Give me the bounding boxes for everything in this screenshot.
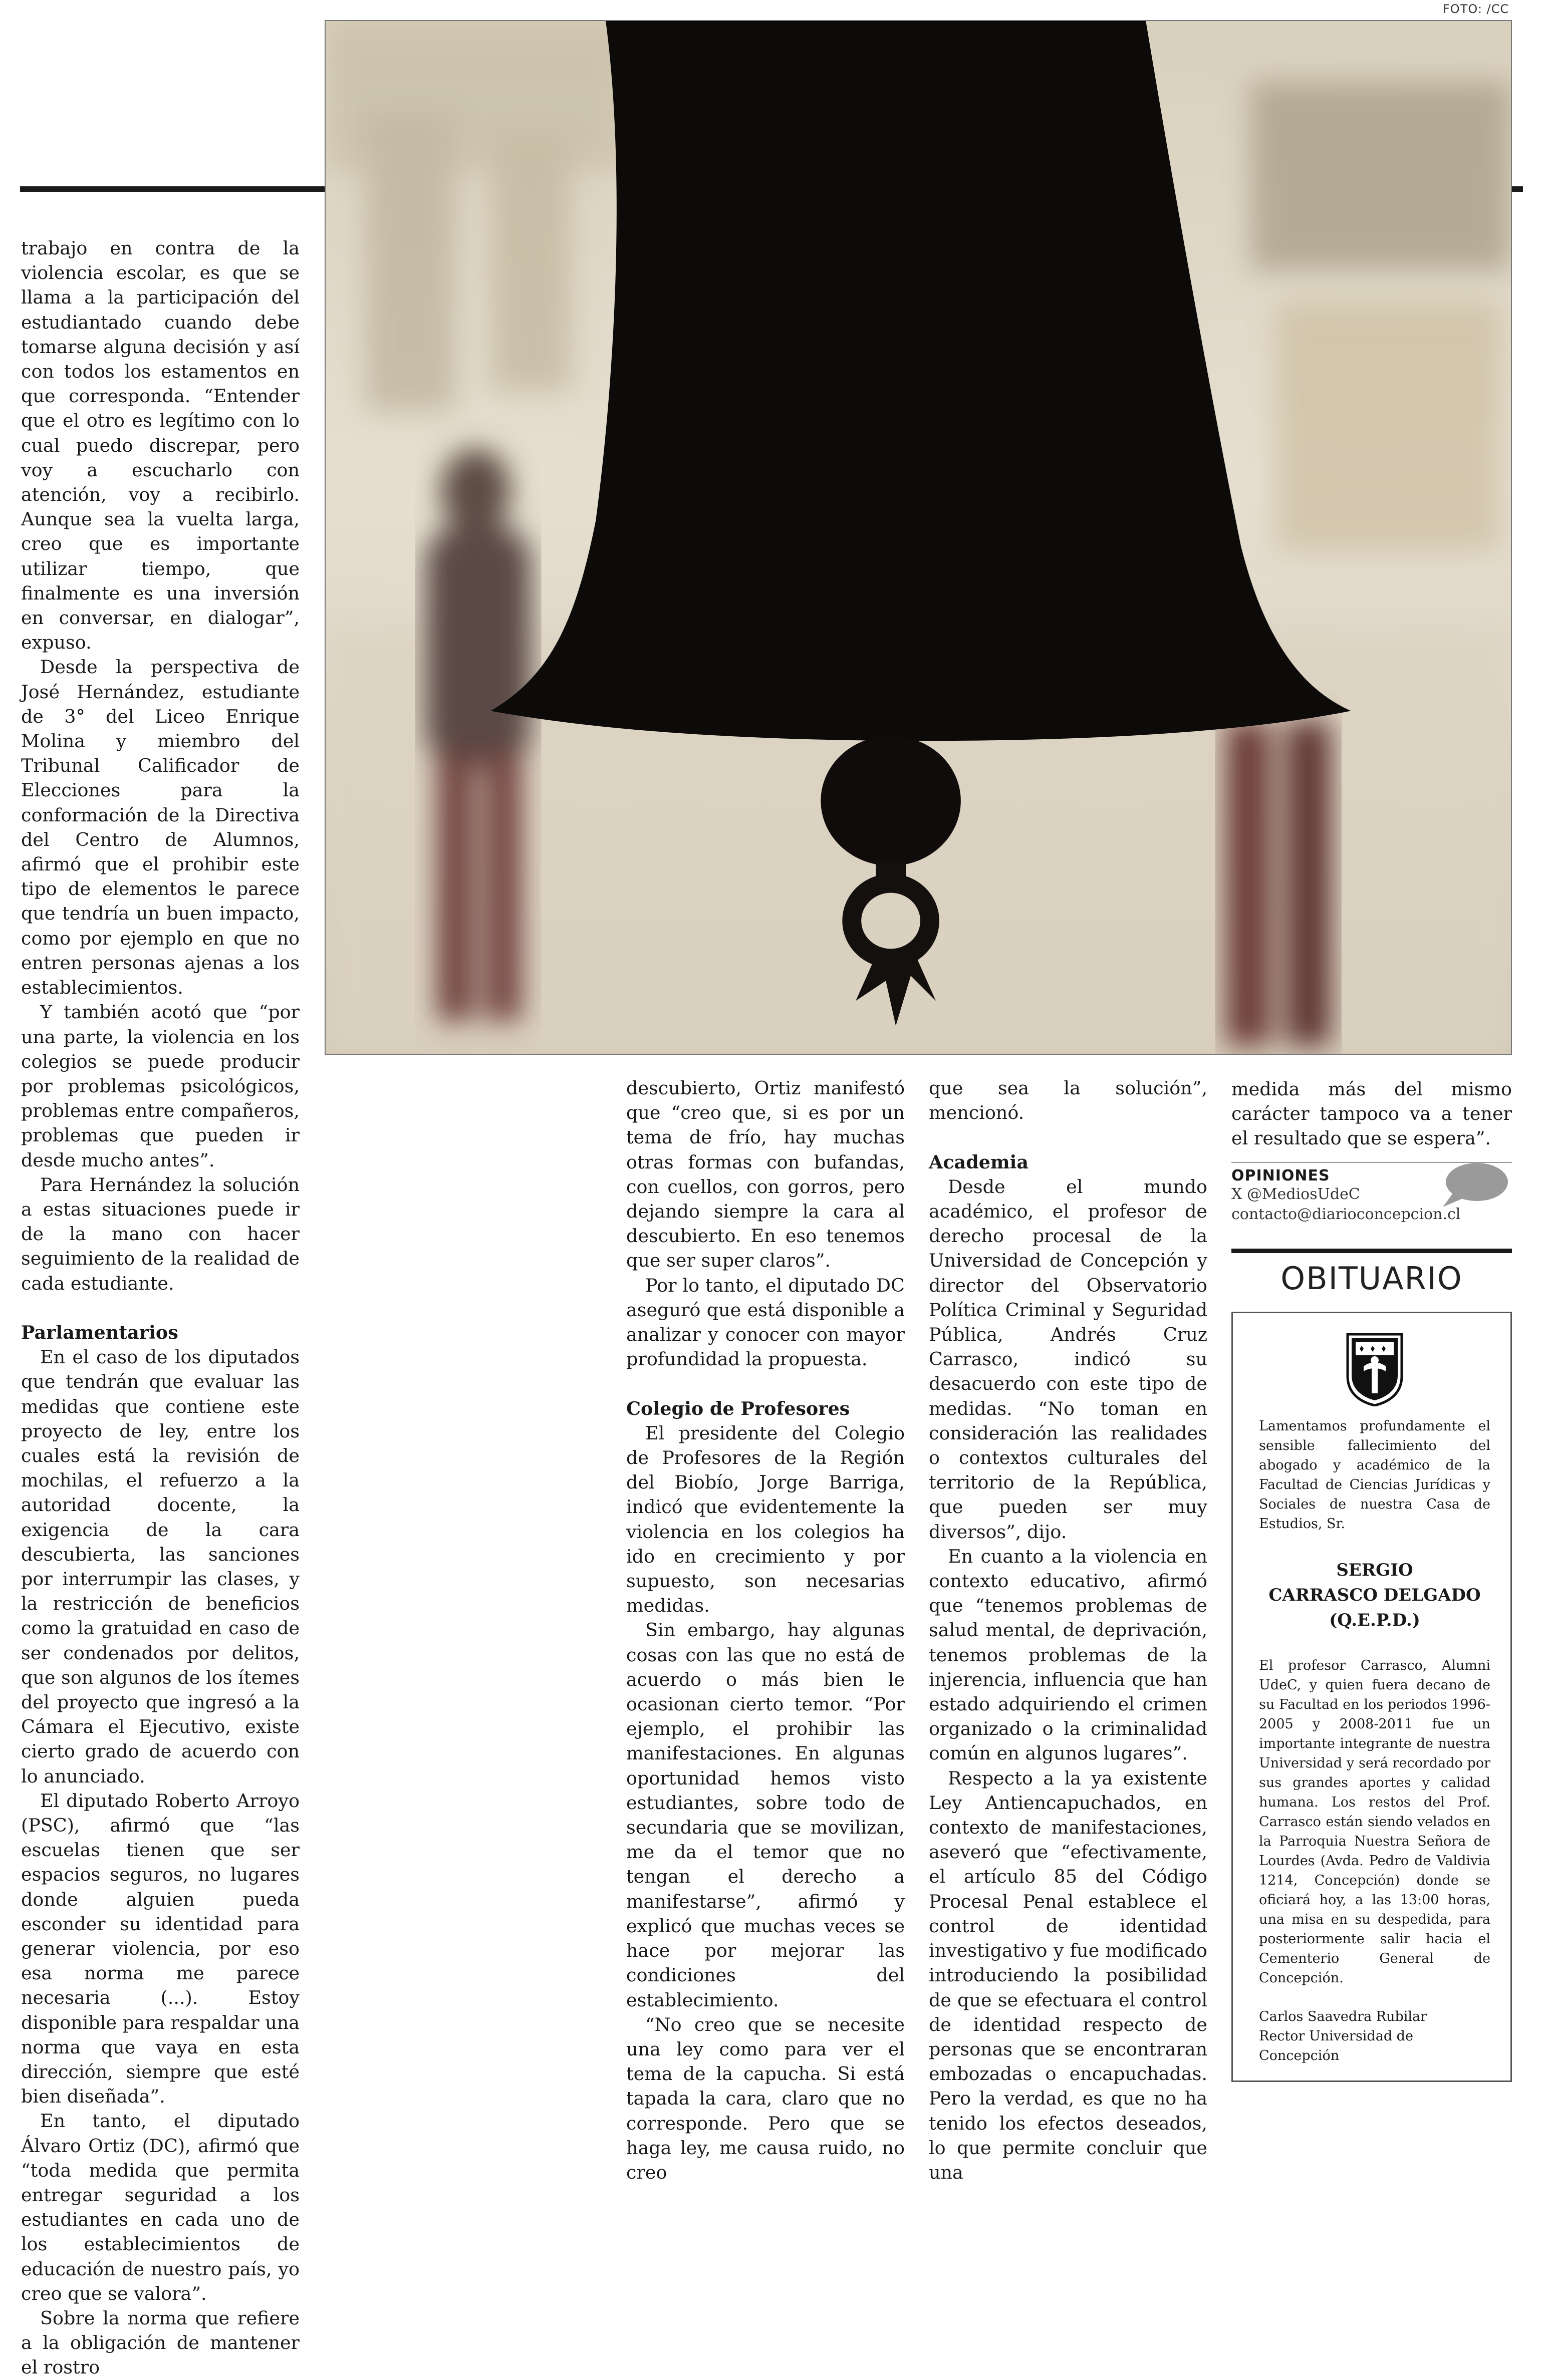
col1-paragraph-5: En el caso de los diputados que tendrán que evaluar las medidas que contiene este proyecto de ley, entre los cuales está la revisión de mochilas, el refuerzo a la autoridad docente, la exigencia de la cara descubierta, las sanciones por interrumpir las clases, y la restricción de beneficios como la gratuidad en caso de ser condenados por delitos, que son algunos de los ítemes del proyecto que ingresó a la Cámara el Ejecutivo, existe cierto grado de acuerdo con lo anunciado. (21, 1346, 300, 1787)
obituary-intro: Lamentamos profundamente el sensible fallecimiento del abogado y académico de la Facultad de Ciencias Jurídicas y Sociales de nuestra Casa de Estudios, Sr. (1259, 1418, 1490, 1532)
university-crest-icon (1345, 1331, 1405, 1406)
col2-paragraph-1: descubierto, Ortiz manifestó que “creo que, si es por un tema de frío, hay muchas otras formas con bufandas, con cuellos, con gorros, pero dejando siempre la cara al descubierto. En eso tenemos que ser super claros”. (626, 1077, 905, 1272)
obituary-deceased-name (1259, 1558, 1490, 1633)
obituary-name-last: CARRASCO DELGADO (1268, 1585, 1481, 1605)
col3-paragraph-3: En cuanto a la violencia en contexto educativo, afirmó que “tenemos problemas de salud mental, de deprivación, tenemos problemas de la injerencia, influencia que han estado adquiriendo el crimen organizado o la criminalidad común en algunos lugares”. (929, 1545, 1207, 1764)
bell-photo (325, 20, 1512, 1055)
col2-paragraph-4: Sin embargo, hay algunas cosas con las que no está de acuerdo o más bien le ocasionan cierto temor. “Por ejemplo, el prohibir las manifestaciones. En algunas oportunidad hemos visto estudiantes, sobre todo de secundaria que se movilizan, me da el temor que no tengan el derecho a manifestarse”, afirmó y explicó que muchas veces se hace por mejorar las condiciones del establecimiento. (626, 1619, 905, 2011)
section-heading-academia: Academia (929, 1151, 1029, 1173)
article-column-2 (626, 1076, 905, 2185)
col1-paragraph-3: Y también acotó que “por una parte, la violencia en los colegios se puede producir por problemas psicológicos, problemas entre compañeros, problemas que pueden ir desde mucho antes”. (21, 1001, 300, 1171)
section-heading-parlamentarios: Parlamentarios (21, 1321, 178, 1343)
obituary-box (1231, 1312, 1512, 2082)
opinions-email: contacto@diarioconcepcion.cl (1231, 1205, 1461, 1223)
col1-paragraph-6: El diputado Roberto Arroyo (PSC), afirmó que “las escuelas tienen que ser espacios seguros, no lugares donde alguien pueda esconder su identidad para generar violencia, por eso esa norma me parece necesaria (...). Estoy disponible para respaldar una norma que vaya en esta dirección, siempre que esté bien diseñada”. (21, 1790, 300, 2108)
obituary-signer-title: Rector Universidad de Concepción (1259, 2028, 1413, 2063)
obituary-qepd: (Q.E.P.D.) (1329, 1610, 1420, 1630)
obituary-body: El profesor Carrasco, Alumni UdeC, y quien fuera decano de su Facultad en los periodos 1996-2005 y 2008-2011 fue un importante integrante de nuestra Universidad y será recordado por sus grandes aportes y calidad humana. Los restos del Prof. Carrasco están siendo velados en la Parroquia Nuestra Señora de Lourdes (Avda. Pedro de Valdivia 1214, Concepción) donde se oficiará hoy, a las 13:00 horas, una misa en su despedida, para posteriormente salir hacia el Cementerio General de Concepción. (1259, 1657, 1490, 1986)
col4-paragraph: medida más del mismo carácter tampoco va a tener el resultado que se espera”. (1231, 1078, 1512, 1149)
photo-credit: FOTO: /CC (1443, 2, 1509, 16)
obituary-signature (1259, 2007, 1490, 2065)
speech-bubble-icon (1439, 1162, 1509, 1208)
obituary-name-first: SERGIO (1336, 1560, 1413, 1580)
opinions-handle: X @MediosUdeC (1231, 1185, 1360, 1203)
col2-paragraph-5: “No creo que se necesite una ley como para ver el tema de la capucha. Si está tapada la cara, claro que no corresponde. Pero que se haga ley, me causa ruido, no creo (626, 2013, 905, 2183)
bell-photo-illustration (326, 21, 1511, 1054)
col1-paragraph-8: Sobre la norma que refiere a la obligación de mantener el rostro (21, 2307, 300, 2378)
obituary-signer-name: Carlos Saavedra Rubilar (1259, 2008, 1427, 2024)
article-column-3 (929, 1076, 1207, 2185)
obituary-header: OBITUARIO (1231, 1249, 1512, 1297)
col3-paragraph-4: Respecto a la ya existente Ley Antiencapuchados, en contexto de manifestaciones, aseveró que “efectivamente, el artículo 85 del Código Procesal Penal establece el control de identidad investigativo y fue modificado introduciendo la posibilidad de que se efectuara el control de identidad respecto de personas que se encontraran embozadas o encapuchadas. Pero la verdad, es que no ha tenido los efectos deseados, lo que permite concluir que una (929, 1767, 1207, 2183)
col2-paragraph-2: Por lo tanto, el diputado DC aseguró que está disponible a analizar y conocer con mayor profundidad la propuesta. (626, 1274, 905, 1370)
col1-paragraph-4: Para Hernández la solución a estas situaciones puede ir de la mano con hacer seguimiento de la realidad de cada estudiante. (21, 1173, 300, 1294)
col3-paragraph-2: Desde el mundo académico, el profesor de derecho procesal de la Universidad de Concepción y director del Observatorio Política Criminal y Seguridad Pública, Andrés Cruz Carrasco, indicó su desacuerdo con este tipo de medidas. “No toman en consideración las realidades o contextos culturales del territorio de la República, que pueden ser muy diversos”, dijo. (929, 1175, 1207, 1543)
col1-paragraph-7: En tanto, el diputado Álvaro Ortiz (DC), afirmó que “toda medida que permita entregar seguridad a los estudiantes en cada uno de los establecimientos de educación de nuestro país, yo creo que se valora”. (21, 2110, 300, 2304)
col1-paragraph-2: Desde la perspectiva de José Hernández, estudiante de 3° del Liceo Enrique Molina y miembro del Tribunal Calificador de Elecciones para la conformación de la Directiva del Centro de Alumnos, afirmó que el prohibir este tipo de elementos le parece que tendría un buen impacto, como por ejemplo en que no entren personas ajenas a los establecimientos. (21, 656, 300, 999)
col1-paragraph-1: trabajo en contra de la violencia escolar, es que se llama a la participación del estudiantado cuando debe tomarse alguna decisión y así con todos los estamentos en que corresponda. “Entender que el otro es legítimo con lo cual puedo discrepar, pero voy a escucharlo con atención, voy a recibirlo. Aunque sea la vuelta larga, creo que es importante utilizar tiempo, que finalmente es una inversión en conversar, en dialogar”, expuso. (21, 237, 300, 654)
right-sidebar (1231, 1077, 1512, 2082)
section-heading-colegio-de-profesores: Colegio de Profesores (626, 1397, 850, 1419)
article-column-1 (21, 236, 300, 2380)
col3-paragraph-1: que sea la solución”, mencionó. (929, 1077, 1207, 1124)
col2-paragraph-3: El presidente del Colegio de Profesores de la Región del Biobío, Jorge Barriga, indicó que evidentemente la violencia en los colegios ha ido en crecimiento y por supuesto, son necesarias medidas. (626, 1422, 905, 1617)
opinions-title: OPINIONES (1231, 1166, 1330, 1184)
